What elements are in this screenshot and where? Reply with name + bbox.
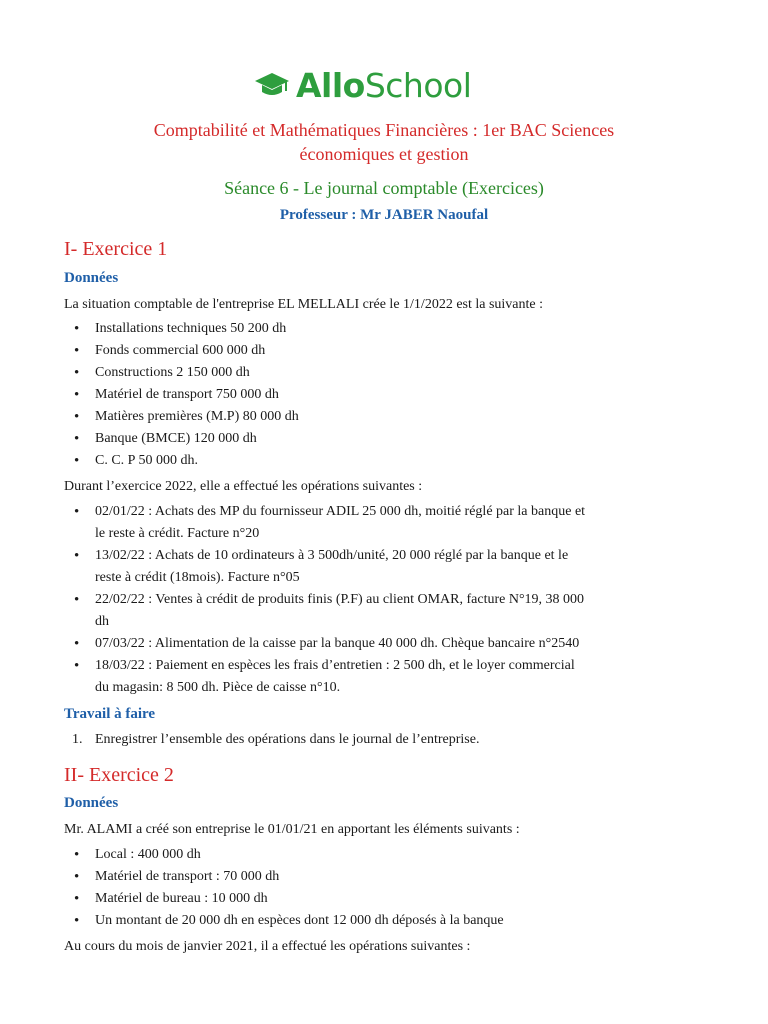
- title-line-2: économiques et gestion: [299, 144, 469, 164]
- ex2-intro: Mr. ALAMI a créé son entreprise le 01/01/21 en apportant les éléments suivants :: [64, 822, 520, 837]
- alloschool-logo[interactable]: [254, 66, 471, 106]
- ex2-ops-intro: Au cours du mois de janvier 2021, il a effectué les opérations suivantes :: [64, 939, 471, 954]
- list-item: • Local : 400 000 dh: [64, 844, 714, 866]
- ex1-intro: La situation comptable de l'entreprise EL MELLALI crée le 1/1/2022 est la suivante :: [64, 297, 544, 312]
- list-item: • 13/02/22 : Achats de 10 ordinateurs à 3 500dh/unité, 20 000 réglé par la banque et le reste à crédit (18mois). Facture n°05: [64, 545, 714, 589]
- ex1-travail-heading: Travail à faire: [64, 706, 156, 722]
- ex1-donnees-heading: Données: [64, 270, 119, 286]
- list-item: • Constructions 2 150 000 dh: [64, 362, 714, 384]
- exercise-1-heading: I- Exercice 1: [64, 238, 168, 260]
- exercise-2-heading: II- Exercice 2: [64, 764, 174, 786]
- ex2-assets-list: [64, 844, 714, 932]
- seance-subtitle: Séance 6 - Le journal comptable (Exercices): [224, 178, 544, 198]
- list-item: • Matières premières (M.P) 80 000 dh: [64, 406, 714, 428]
- list-item: • Un montant de 20 000 dh en espèces dont 12 000 dh déposés à la banque: [64, 910, 714, 932]
- list-item: • Banque (BMCE) 120 000 dh: [64, 428, 714, 450]
- list-item: • 18/03/22 : Paiement en espèces les frais d’entretien : 2 500 dh, et le loyer commercial du magasin: 8 500 dh. Pièce de caisse n°10.: [64, 655, 714, 699]
- list-item: • Matériel de transport : 70 000 dh: [64, 866, 714, 888]
- list-item: • 02/01/22 : Achats des MP du fournisseur ADIL 25 000 dh, moitié réglé par la banque et le reste à crédit. Facture n°20: [64, 501, 714, 545]
- ex1-tasks-list: [64, 729, 714, 751]
- list-item: 1. Enregistrer l’ensemble des opérations dans le journal de l’entreprise.: [72, 732, 480, 747]
- professor-name: Professeur : Mr JABER Naoufal: [279, 207, 489, 223]
- list-item: • Matériel de bureau : 10 000 dh: [64, 888, 714, 910]
- ex1-operations-list: [64, 501, 714, 699]
- title-line-1: Comptabilité et Mathématiques Financières : 1er BAC Sciences: [153, 120, 615, 140]
- logo-text: AlloSchool: [296, 66, 472, 105]
- ex1-assets-list: [64, 318, 714, 472]
- ex1-ops-intro: Durant l’exercice 2022, elle a effectué les opérations suivantes :: [64, 479, 423, 494]
- document-title: [0, 118, 768, 166]
- list-item: • 22/02/22 : Ventes à crédit de produits finis (P.F) au client OMAR, facture N°19, 38 000 dh: [64, 589, 714, 633]
- graduation-cap-icon: [254, 71, 290, 101]
- list-item: • 07/03/22 : Alimentation de la caisse par la banque 40 000 dh. Chèque bancaire n°2540: [64, 633, 714, 655]
- list-item: • Fonds commercial 600 000 dh: [64, 340, 714, 362]
- list-item: • C. C. P 50 000 dh.: [64, 450, 714, 472]
- list-item: • Installations techniques 50 200 dh: [64, 318, 714, 340]
- ex2-donnees-heading: Données: [64, 795, 119, 811]
- list-item: • Matériel de transport 750 000 dh: [64, 384, 714, 406]
